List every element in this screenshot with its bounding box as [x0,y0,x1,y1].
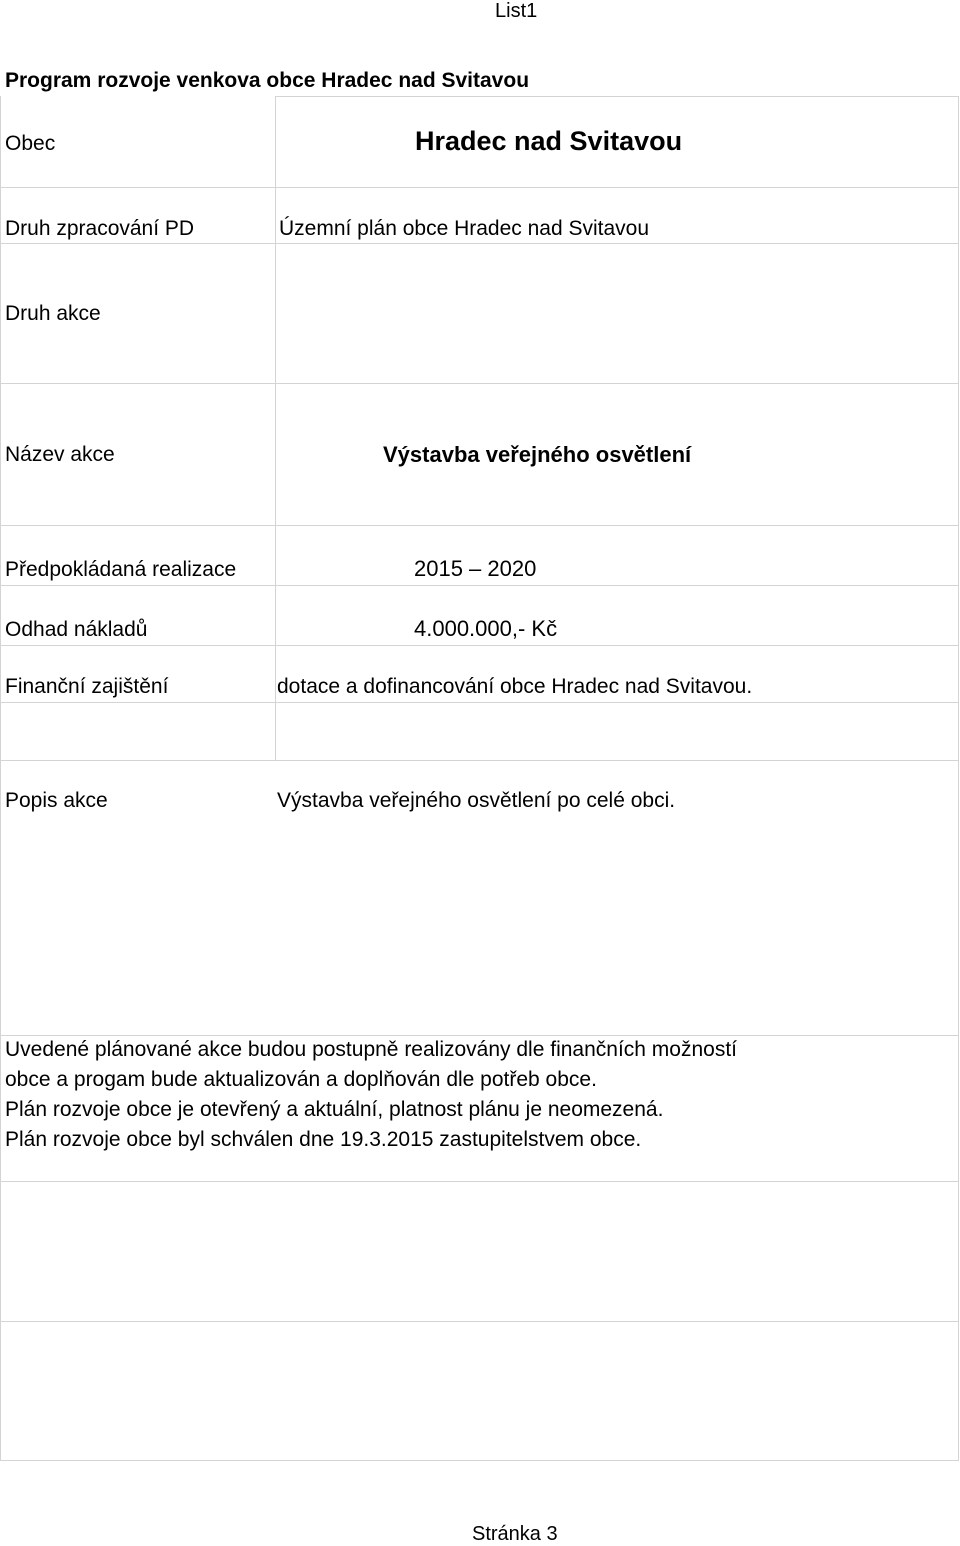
grid-row-line [0,525,959,526]
note-line: Plán rozvoje obce je otevřený a aktuální, platnost plánu je neomezená. [5,1098,664,1121]
notes [5,1035,955,1155]
grid-left-border [0,96,1,1461]
popis-akce-label: Popis akce [5,789,108,812]
grid-row-line [0,1460,959,1461]
grid-row-line [275,96,959,97]
obec-value: Hradec nad Svitavou [415,126,683,156]
druh-zpracovani-value: Územní plán obce Hradec nad Svitavou [279,217,650,240]
note-line: Uvedené plánované akce budou postupně realizovány dle finančních možností [5,1038,737,1061]
grid-column-divider [275,96,276,760]
program-title: Program rozvoje venkova obce Hradec nad Svitavou [5,69,530,92]
naklady-label: Odhad nákladů [5,618,148,641]
financni-zajisteni-value: dotace a dofinancování obce Hradec nad Svitavou. [277,675,753,698]
grid-row-line [0,1321,959,1322]
grid-row-line [0,645,959,646]
grid-row-line [0,760,959,761]
grid-row-line [0,585,959,586]
note-line: Plán rozvoje obce byl schválen dne 19.3.2015 zastupitelstvem obce. [5,1128,642,1151]
financni-zajisteni-label: Finanční zajištění [5,675,169,698]
grid-row-line [0,243,959,244]
realizace-value: 2015 – 2020 [414,556,537,581]
popis-akce-value: Výstavba veřejného osvětlení po celé obci. [277,789,676,812]
naklady-value: 4.000.000,- Kč [414,616,558,641]
nazev-akce-label: Název akce [5,443,115,466]
realizace-label: Předpokládaná realizace [5,558,237,581]
nazev-akce-value: Výstavba veřejného osvětlení [383,442,692,467]
druh-zpracovani-label: Druh zpracování PD [5,217,195,240]
note-line: obce a progam bude aktualizován a doplňován dle potřeb obce. [5,1068,597,1091]
grid-row-line [0,187,959,188]
grid-row-line [0,702,959,703]
page-footer: Stránka 3 [472,1523,558,1545]
grid-row-line [0,1181,959,1182]
druh-akce-label: Druh akce [5,302,101,325]
grid-row-line [0,383,959,384]
grid-right-border [958,96,959,1461]
obec-label: Obec [5,132,56,155]
sheet-name: List1 [495,0,538,22]
